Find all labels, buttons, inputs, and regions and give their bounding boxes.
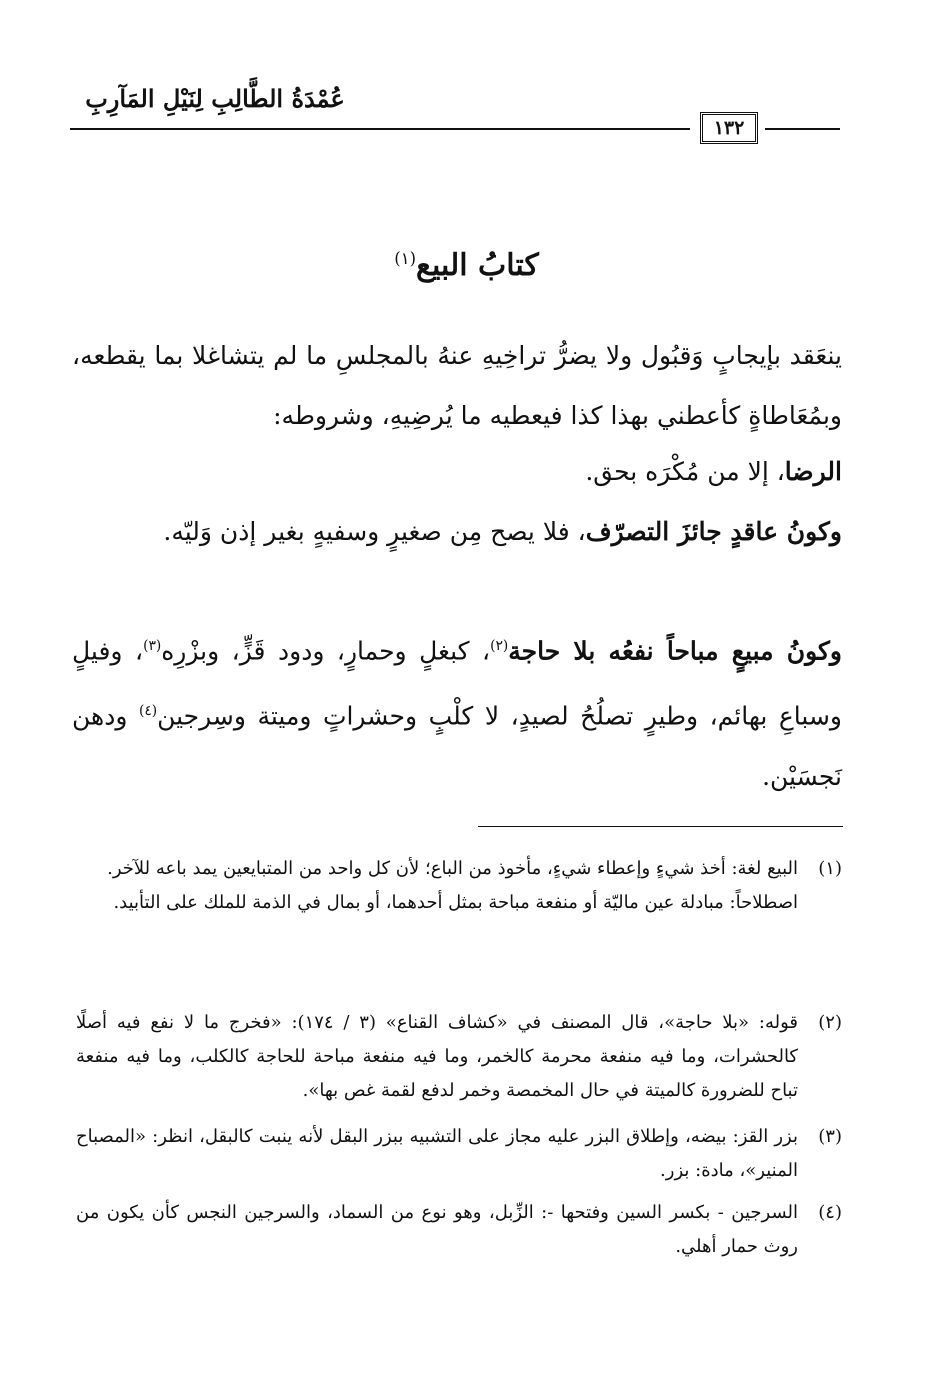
- running-header-title: عُمْدَةُ الطَّالِبِ لِنَيْلِ المَآرِبِ: [85, 84, 345, 113]
- paragraph-text: ودهن نَجسَيْن.: [72, 701, 842, 791]
- chapter-title-text: كتابُ البيع: [416, 248, 539, 283]
- footnote-text: قوله: «بلا حاجة»، قال المصنف في «كشاف القناع» (٣ / ١٧٤): «فخرج ما لا نفع فيه أصلًا كالحشرات، وما فيه منفعة محرمة كالخمر، وما فيه منفعة مباحة للحاجة كالكلب، وما فيه منفعة تباح للضرورة كالميتة في حال المخمصة وخمر لدفع لقمة غص بها».: [76, 1012, 798, 1101]
- footnote-1: [76, 852, 842, 920]
- header-rule: [70, 128, 690, 130]
- paragraph-text: ، كبغلٍ وحمارٍ، ودود قَزٍّ، وبزْرِه: [161, 636, 491, 666]
- footnote-number: (٤): [818, 1202, 842, 1223]
- chapter-title: [0, 248, 933, 283]
- condition-term: الرضا: [784, 457, 842, 486]
- paragraph-text: ، إلا من مُكْرَه بحق.: [585, 457, 785, 486]
- footnote-ref: (٤): [138, 703, 158, 720]
- footnote-separator: [478, 826, 843, 827]
- footnote-ref: (٢): [490, 638, 509, 654]
- footnote-text: البيع لغة: أخذ شيءٍ وإعطاء شيءٍ، مأخوذ من الباع؛ لأن كل واحد من المتبايعين يمد باعه للآخر.: [107, 858, 798, 879]
- condition-term: وكونُ عاقدٍ جائزَ التصرّف: [585, 517, 842, 546]
- paragraph-text: ، وفيلٍ وسباعِ بهائم، وطيرٍ تصلُحُ لصيدٍ، لا كلْبٍ وحشراتٍ وميتة وسِرجين: [72, 636, 842, 731]
- paragraph-condition-consent: [72, 442, 842, 502]
- paragraph-text: ينعَقد بإيجابٍ وَقبُول ولا يضرُّ تراخِيهِ عنهُ بالمجلسِ ما لم يتشاغلا بما يقطعه، وبمُعَاطاةٍ كأعطني بهذا كذا فيعطيه ما يُرضِيهِ، وشروطه:: [72, 341, 842, 430]
- footnote-2: [76, 1006, 842, 1108]
- paragraph-condition-capacity: [72, 502, 842, 562]
- footnote-ref: (٣): [143, 638, 162, 654]
- footnote-continuation: اصطلاحاً: مبادلة عين ماليّة أو منفعة مباحة بمثل أحدهما، أو بمال في الذمة للملك على التأبيد.: [113, 892, 798, 913]
- paragraph-text: ، فلا يصح مِن صغيرٍ وسفيهٍ بغير إذن وَليّه.: [163, 517, 586, 546]
- footnote-number: (٢): [818, 1012, 842, 1033]
- footnote-3: [76, 1120, 842, 1188]
- header-rule-short: [765, 128, 840, 130]
- footnote-number: (٣): [818, 1126, 842, 1147]
- paragraph-contract-formation: [72, 326, 842, 446]
- footnote-4: [76, 1196, 842, 1264]
- footnote-ref: (١): [394, 249, 417, 268]
- paragraph-condition-object: [72, 616, 842, 807]
- footnote-text: السرجين - بكسر السين وفتحها -: الزِّبل، وهو نوع من السماد، والسرجين النجس كأن يكون من روث حمار أهلي.: [76, 1202, 798, 1257]
- page-number: ١٣٢: [700, 112, 758, 144]
- condition-term: وكونُ مبيعٍ مباحاً نفعُه بلا حاجة: [508, 636, 842, 666]
- footnote-number: (١): [818, 858, 842, 879]
- footnote-text: بزر القز: بيضه، وإطلاق البزر عليه مجاز على التشبيه ببزر البقل لأنه ينبت كالبقل، انظر: «المصباح المنير»، مادة: بزر.: [76, 1126, 798, 1181]
